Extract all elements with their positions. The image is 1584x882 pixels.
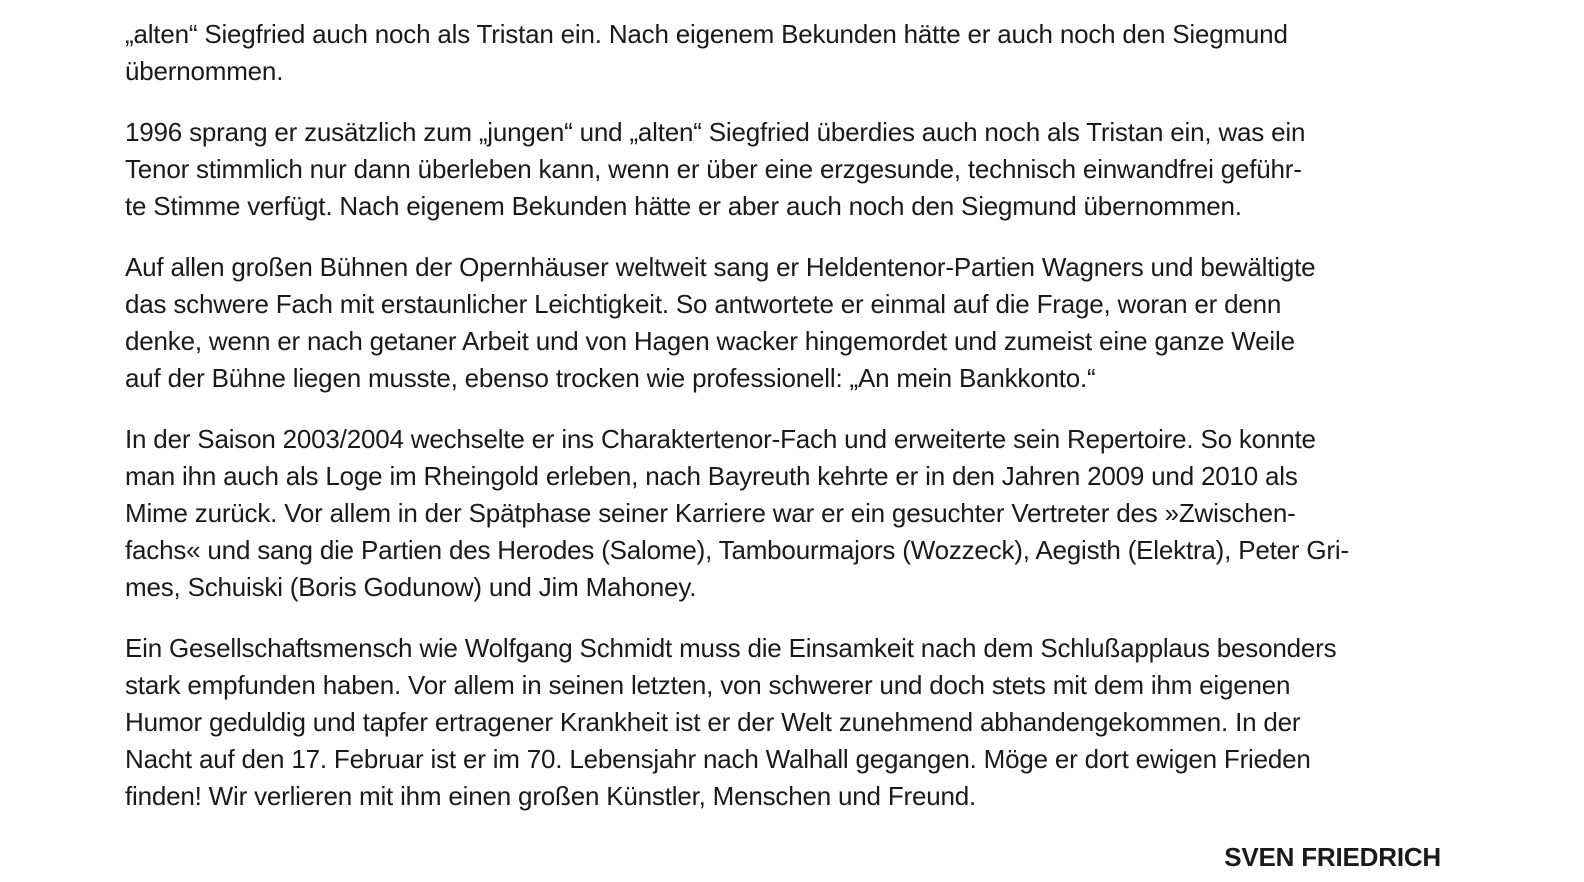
text-line: In der Saison 2003/2004 wechselte er ins Charaktertenor-Fach und erweiterte sein Repertoire. So konnte xyxy=(125,424,1316,454)
text-line: übernommen. xyxy=(125,56,284,86)
text-line: mes, Schuiski (Boris Godunow) und Jim Mahoney. xyxy=(125,572,697,602)
paragraph xyxy=(125,16,1441,90)
paragraph xyxy=(125,249,1441,397)
text-line: stark empfunden haben. Vor allem in seinen letzten, von schwerer und doch stets mit dem ihm eigenen xyxy=(125,670,1291,700)
text-line: das schwere Fach mit erstaunlicher Leichtigkeit. So antwortete er einmal auf die Frage, woran er denn xyxy=(125,289,1282,319)
author-signature: SVEN FRIEDRICH xyxy=(1224,842,1441,872)
paragraph xyxy=(125,421,1441,606)
text-line: Mime zurück. Vor allem in der Spätphase seiner Karriere war er ein gesuchter Vertreter des »Zwischen- xyxy=(125,498,1296,528)
text-line: te Stimme verfügt. Nach eigenem Bekunden hätte er aber auch noch den Siegmund übernommen. xyxy=(125,191,1242,221)
text-line: denke, wenn er nach getaner Arbeit und von Hagen wacker hingemordet und zumeist eine ganze Weile xyxy=(125,326,1295,356)
article-text xyxy=(125,16,1441,815)
text-line: 1996 sprang er zusätzlich zum „jungen“ und „alten“ Siegfried überdies auch noch als Tristan ein, was ein xyxy=(125,117,1306,147)
text-line: finden! Wir verlieren mit ihm einen großen Künstler, Menschen und Freund. xyxy=(125,781,977,811)
text-line: Ein Gesellschaftsmensch wie Wolfgang Schmidt muss die Einsamkeit nach dem Schlußapplaus besonders xyxy=(125,633,1337,663)
text-line: auf der Bühne liegen musste, ebenso trocken wie professionell: „An mein Bankkonto.“ xyxy=(125,363,1096,393)
text-line: Humor geduldig und tapfer ertragener Krankheit ist er der Welt zunehmend abhandengekommen. In der xyxy=(125,707,1301,737)
text-line: Auf allen großen Bühnen der Opernhäuser weltweit sang er Heldentenor-Partien Wagners und bewältigte xyxy=(125,252,1316,282)
text-line: fachs« und sang die Partien des Herodes (Salome), Tambourmajors (Wozzeck), Aegisth (Elektra), Peter Gri- xyxy=(125,535,1349,565)
text-line: „alten“ Siegfried auch noch als Tristan ein. Nach eigenem Bekunden hätte er auch noch den Siegmund xyxy=(125,19,1288,49)
text-line: Nacht auf den 17. Februar ist er im 70. Lebensjahr nach Walhall gegangen. Möge er dort ewigen Frieden xyxy=(125,744,1311,774)
paragraph xyxy=(125,630,1441,815)
text-line: Tenor stimmlich nur dann überleben kann, wenn er über eine erzgesunde, technisch einwandfrei geführ- xyxy=(125,154,1302,184)
text-line: man ihn auch als Loge im Rheingold erleben, nach Bayreuth kehrte er in den Jahren 2009 und 2010 als xyxy=(125,461,1298,491)
paragraph xyxy=(125,114,1441,225)
